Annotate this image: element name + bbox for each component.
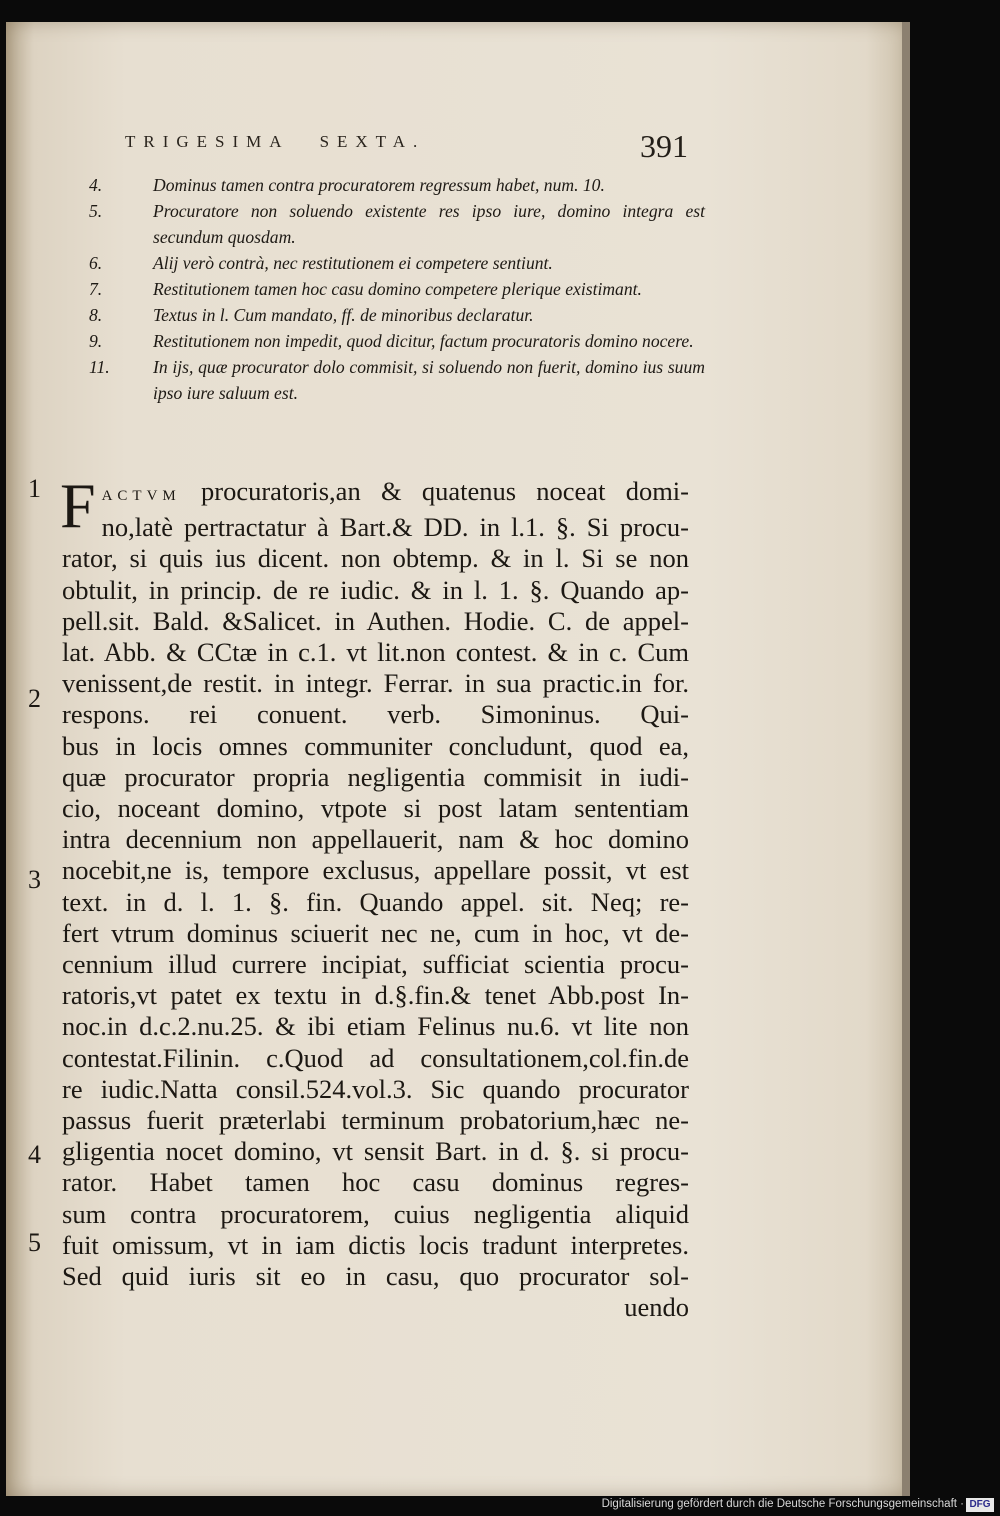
body-line: intra decennium non appellauerit, nam & hoc domino <box>62 824 689 855</box>
summary-text: In ijs, quæ procurator dolo commisit, si soluendo non fuerit, domino ius suum ipso iure saluum est. <box>153 357 705 403</box>
body-line: lat. Abb. & CCtæ in c.1. vt lit.non contest. & in c. Cum <box>62 637 689 668</box>
body-line: venissent,de restit. in integr. Ferrar. in sua practic.in for. <box>62 668 689 699</box>
summary-text: Dominus tamen contra procuratorem regressum habet, num. 10. <box>153 175 605 195</box>
body-line: bus in locis omnes communiter concludunt, quod ea, <box>62 730 689 761</box>
summary-number: 5. <box>89 201 103 221</box>
summary-number: 11. <box>89 357 110 377</box>
body-line: text. in d. l. 1. §. fin. Quando appel. sit. Neq; re- <box>62 886 689 917</box>
summary-text: Alij verò contrà, nec restitutionem ei competere sentiunt. <box>153 253 553 273</box>
summary-item <box>85 354 705 406</box>
summary-number: 4. <box>89 175 103 195</box>
summary-text: Restitutionem non impedit, quod dicitur, factum procuratoris domino nocere. <box>153 331 694 351</box>
body-line: sum contra procuratorem, cuius negligentia aliquid <box>62 1198 689 1229</box>
body-line: ratoris,vt patet ex textu in d.§.fin.& tenet Abb.post In- <box>62 980 689 1011</box>
body-line: rator. Habet tamen hoc casu dominus regres- <box>62 1167 689 1198</box>
summary-list <box>85 172 705 406</box>
body-line: re iudic.Natta consil.524.vol.3. Sic quando procurator <box>62 1073 689 1104</box>
margin-number: 3 <box>28 865 41 894</box>
header-word-2: SEXTA. <box>319 132 426 151</box>
body-line: cennium illud currere incipiat, sufficiat scientia procu- <box>62 949 689 980</box>
summary-text: Procuratore non soluendo existente res ipso iure, domino integra est secundum quosdam. <box>153 201 705 247</box>
page-number: 391 <box>640 128 688 164</box>
funding-notice: Digitalisierung gefördert durch die Deutsche Forschungsgemeinschaft · <box>601 1498 964 1510</box>
catchword: uendo <box>624 1292 689 1323</box>
summary-text: Restitutionem tamen hoc casu domino competere plerique existimant. <box>153 279 642 299</box>
body-line: quæ procurator propria negligentia commisit in iudi- <box>62 761 689 792</box>
margin-number: 5 <box>28 1228 41 1257</box>
small-caps-word: ACTVM <box>101 488 181 504</box>
summary-item <box>85 276 705 302</box>
summary-number: 8. <box>89 305 103 325</box>
body-line: contestat.Filinin. c.Quod ad consultationem,col.fin.de <box>62 1042 689 1073</box>
body-line: fert vtrum dominus sciuerit nec ne, cum in hoc, vt de- <box>62 917 689 948</box>
body-line: obtulit, in princip. de re iudic. & in l. 1. §. Quando ap- <box>62 574 689 605</box>
summary-item <box>85 302 705 328</box>
body-line: FACTVM procuratoris,an & quatenus noceat domi- <box>60 470 689 541</box>
summary-number: 9. <box>89 331 103 351</box>
summary-item <box>85 198 705 250</box>
body-line: nocebit,ne is, tempore exclusus, appellare possit, vt est <box>62 855 689 886</box>
body-line: passus fuerit præterlabi terminum probatorium,hæc ne- <box>62 1105 689 1136</box>
summary-number: 7. <box>89 279 103 299</box>
summary-number: 6. <box>89 253 103 273</box>
summary-item <box>85 328 705 354</box>
drop-cap: F <box>60 470 96 541</box>
header-word-1: TRIGESIMA <box>125 132 290 151</box>
body-line: pell.sit. Bald. &Salicet. in Authen. Hodie. C. de appel- <box>62 605 689 636</box>
summary-text: Textus in l. Cum mandato, ff. de minoribus declaratur. <box>153 305 534 325</box>
body-line: fuit omissum, vt in iam dictis locis tradunt interpretes. <box>62 1229 689 1260</box>
body-line: no,latè pertractatur à Bart.& DD. in l.1. §. Si procu- <box>101 512 689 543</box>
summary-item <box>85 250 705 276</box>
body-line: respons. rei conuent. verb. Simoninus. Qui- <box>62 699 689 730</box>
margin-number: 4 <box>28 1140 41 1169</box>
body-line: noc.in d.c.2.nu.25. & ibi etiam Felinus nu.6. vt lite non <box>62 1011 689 1042</box>
body-line: gligentia nocet domino, vt sensit Bart. in d. §. si procu- <box>62 1136 689 1167</box>
margin-number: 1 <box>28 474 41 503</box>
body-text <box>60 470 689 1323</box>
margin-number: 2 <box>28 684 41 713</box>
dfg-logo: DFG <box>966 1498 994 1512</box>
body-line: Sed quid iuris sit eo in casu, quo procurator sol- <box>62 1261 689 1292</box>
body-line: rator, si quis ius dicent. non obtemp. & in l. Si se non <box>62 543 689 574</box>
page-edge <box>902 22 910 1496</box>
body-line: cio, noceant domino, vtpote si post latam sententiam <box>62 793 689 824</box>
summary-item <box>85 172 705 198</box>
running-header <box>125 132 645 152</box>
